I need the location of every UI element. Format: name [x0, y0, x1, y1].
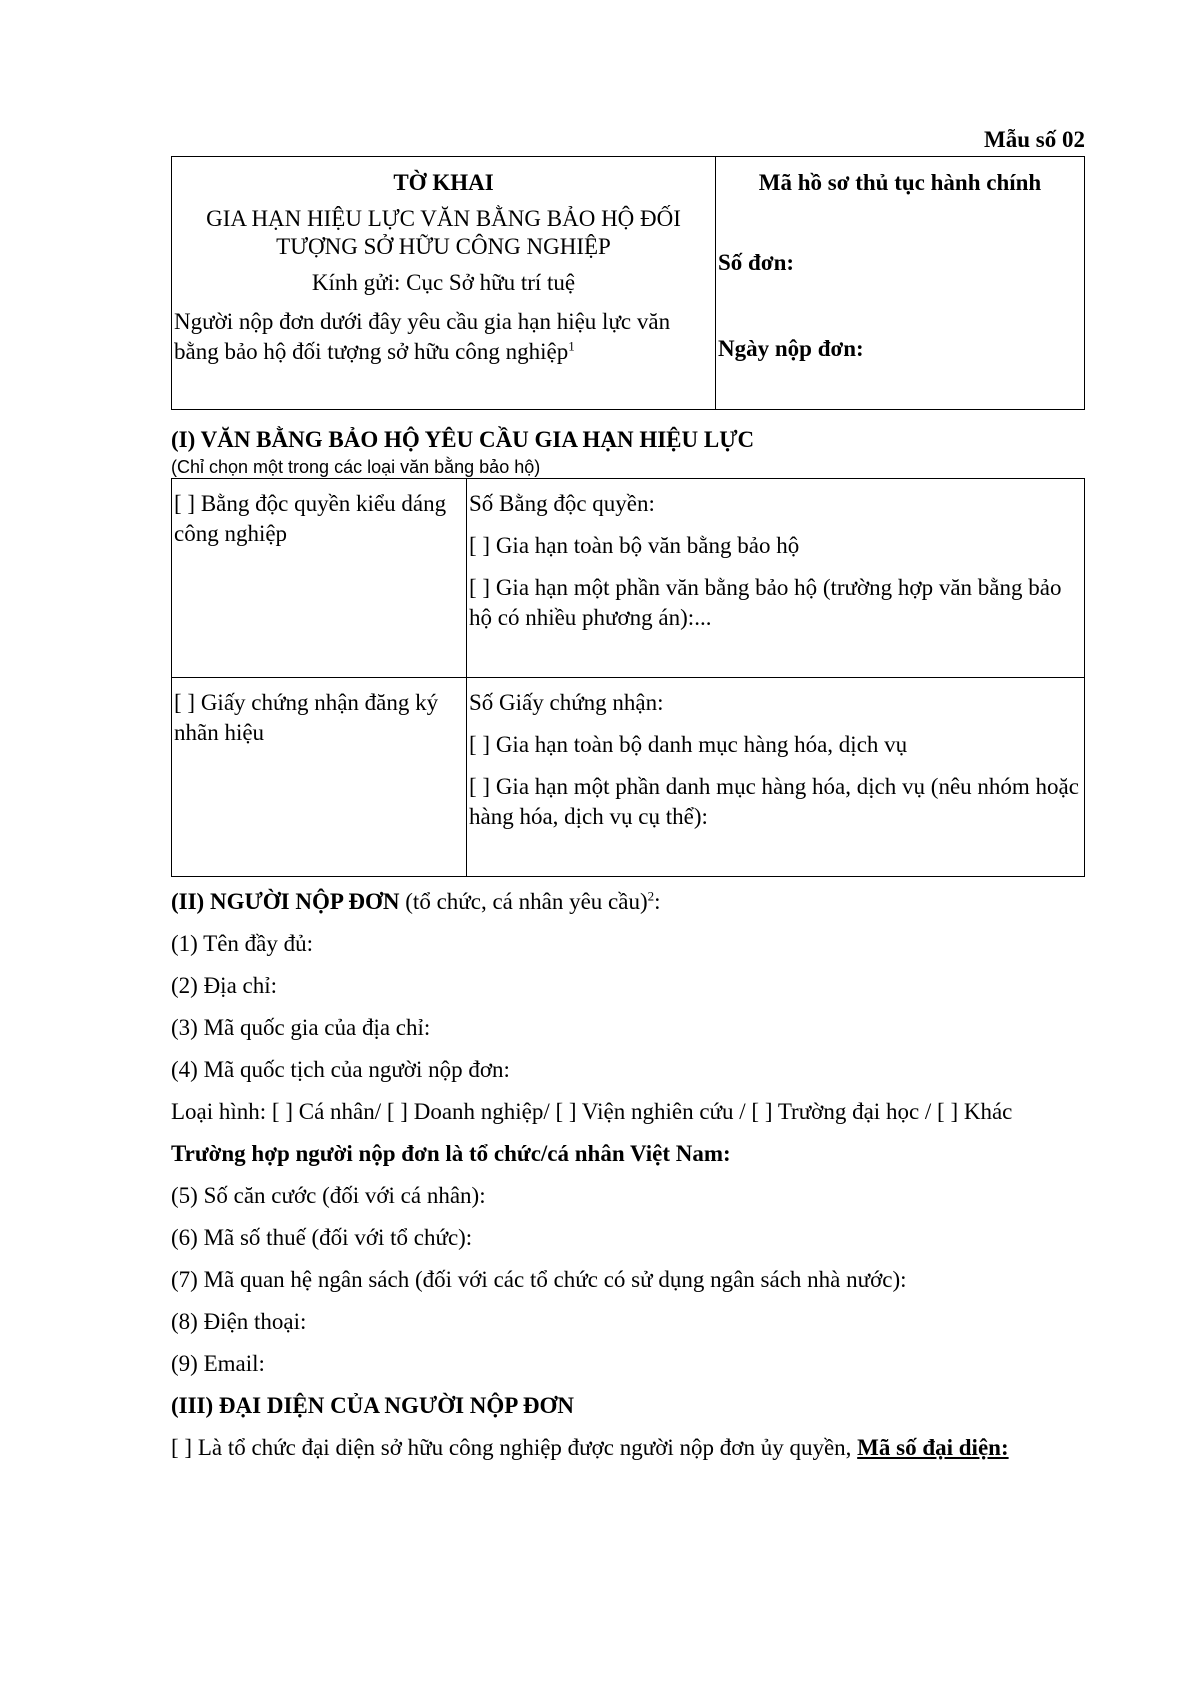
representative-code-label: Mã số đại diện: [857, 1435, 1009, 1460]
section-2 [171, 887, 1085, 1463]
addressee: Kính gửi: Cục Sở hữu trí tuệ [311, 270, 576, 295]
procedure-code-label: Mã hồ sơ thủ tục hành chính [758, 170, 1042, 195]
section-2-title: (II) NGƯỜI NỘP ĐƠN (tổ chức, cá nhân yêu cầu)$^2$: [171, 888, 661, 914]
applicant-type-options[interactable]: Loại hình: [ ] Cá nhân/ [ ] Doanh nghiệp/ [ ] Viện nghiên cứu / [ ] Trường đại học / [ ] Khác [171, 1099, 1013, 1124]
design-patent-option[interactable]: [ ] Bằng độc quyền kiểu dáng công nghiệp [172, 479, 467, 678]
tax-code-field[interactable]: (6) Mã số thuế (đối với tổ chức): [171, 1225, 473, 1250]
budget-code-field[interactable]: (7) Mã quan hệ ngân sách (đối với các tổ chức có sử dụng ngân sách nhà nước): [171, 1267, 907, 1292]
full-name-field[interactable]: (1) Tên đầy đủ: [171, 931, 314, 956]
protection-title-table [171, 478, 1085, 877]
filing-date-label: Ngày nộp đơn: [718, 336, 864, 361]
full-goods-renewal-checkbox[interactable]: [ ] Gia hạn toàn bộ danh mục hàng hóa, dịch vụ [469, 732, 908, 757]
form-page [171, 120, 1085, 1463]
section-1-title: (I) VĂN BẰNG BẢO HỘ YÊU CẦU GIA HẠN HIỆU LỰC [171, 427, 755, 452]
id-number-field[interactable]: (5) Số căn cước (đối với cá nhân): [171, 1183, 486, 1208]
patent-number-field[interactable]: Số Bằng độc quyền: [469, 491, 655, 516]
design-patent-details [467, 479, 1085, 678]
phone-field[interactable]: (8) Điện thoại: [171, 1309, 307, 1334]
certificate-number-field[interactable]: Số Giấy chứng nhận: [469, 690, 664, 715]
footnote-1: 1 [568, 338, 575, 354]
representative-option[interactable]: [ ] Là tổ chức đại diện sở hữu công nghiệp được người nộp đơn ủy quyền, Mã số đại diện: [171, 1435, 1009, 1460]
partial-goods-renewal-checkbox[interactable]: [ ] Gia hạn một phần danh mục hàng hóa, dịch vụ (nêu nhóm hoặc hàng hóa, dịch vụ cụ thể): [469, 774, 1079, 829]
section-3-title: (III) ĐẠI DIỆN CỦA NGƯỜI NỘP ĐƠN [171, 1393, 574, 1418]
section-1-note: (Chỉ chọn một trong các loại văn bằng bảo hộ) [171, 457, 541, 477]
form-title: TỜ KHAI [393, 170, 494, 195]
form-number: Mẫu số 02 [984, 127, 1085, 152]
trademark-certificate-details [467, 678, 1085, 877]
header-right-cell [716, 157, 1085, 410]
footnote-2: 2 [647, 888, 655, 904]
full-renewal-checkbox[interactable]: [ ] Gia hạn toàn bộ văn bằng bảo hộ [469, 533, 800, 558]
vietnam-applicant-heading: Trường hợp người nộp đơn là tổ chức/cá nhân Việt Nam: [171, 1141, 731, 1166]
country-code-field[interactable]: (3) Mã quốc gia của địa chỉ: [171, 1015, 431, 1040]
application-number-label: Số đơn: [718, 250, 795, 275]
table-row [172, 678, 1085, 877]
nationality-code-field[interactable]: (4) Mã quốc tịch của người nộp đơn: [171, 1057, 510, 1082]
trademark-certificate-option[interactable]: [ ] Giấy chứng nhận đăng ký nhãn hiệu [172, 678, 467, 877]
email-field[interactable]: (9) Email: [171, 1351, 265, 1376]
request-text: Người nộp đơn dưới đây yêu cầu gia hạn hiệu lực văn bằng bảo hộ đối tượng sở hữu công nghiệp$^1$ [174, 309, 671, 364]
header-left-cell [172, 157, 716, 410]
table-row [172, 479, 1085, 678]
form-subtitle: GIA HẠN HIỆU LỰC VĂN BẰNG BẢO HỘ ĐỐI TƯỢNG SỞ HỮU CÔNG NGHIỆP [206, 206, 681, 259]
header-table [171, 156, 1085, 410]
partial-renewal-checkbox[interactable]: [ ] Gia hạn một phần văn bằng bảo hộ (trường hợp văn bằng bảo hộ có nhiều phương án):... [469, 575, 1062, 630]
address-field[interactable]: (2) Địa chỉ: [171, 973, 278, 998]
